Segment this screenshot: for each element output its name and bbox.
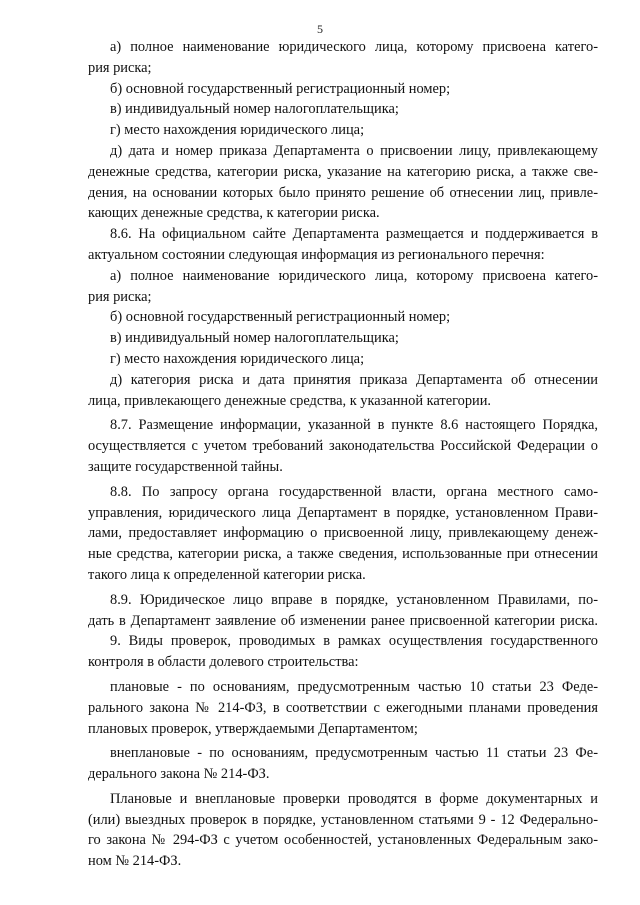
text-line: плановые - по основаниям, предусмотренным частью 10 статьи 23 Феде- xyxy=(110,678,598,695)
text-line: ные средства, категории риска, а также сведения, использованные при отнесении xyxy=(88,546,598,563)
text-line: д) категория риска и дата принятия приказа Департамента об отнесении xyxy=(110,371,598,388)
text-line: управления, юридического лица Департамент в порядке, установленном Прави- xyxy=(88,504,598,521)
text-line: рального закона № 214-ФЗ, в соответствии с ежегодными планами проведения xyxy=(88,699,598,716)
text-line: рия риска; xyxy=(88,59,152,76)
text-line: 8.9. Юридическое лицо вправе в порядке, установленном Правилами, по- xyxy=(110,591,598,608)
text-line: б) основной государственный регистрационный номер; xyxy=(110,309,451,326)
text-line: б) основной государственный регистрационный номер; xyxy=(110,80,451,97)
text-line: 8.6. На официальном сайте Департамента размещается и поддерживается в xyxy=(110,226,598,243)
text-line: внеплановые - по основаниям, предусмотренным частью 11 статьи 23 Фе- xyxy=(110,745,598,762)
text-line: такого лица к определенной категории риска. xyxy=(88,566,366,583)
text-line: дерального закона № 214-ФЗ. xyxy=(88,766,270,783)
text-line: в) индивидуальный номер налогоплательщика; xyxy=(110,330,399,347)
text-line: (или) выездных проверок в порядке, установленном статьями 9 - 12 Федерально- xyxy=(88,811,598,828)
text-line: защите государственной тайны. xyxy=(88,458,283,475)
text-line: кающих денежные средства, к категории риска. xyxy=(88,205,380,222)
text-line: д) дата и номер приказа Департамента о присвоении лицу, привлекающему xyxy=(110,142,598,159)
document-body xyxy=(88,37,598,872)
text-line: дать в Департамент заявление об изменении ранее присвоенной категории риска. xyxy=(88,612,598,629)
text-line: лами, предоставляет информацию о присвоенной лицу, привлекающему денеж- xyxy=(88,525,598,542)
page-number: 5 xyxy=(317,22,323,36)
text-line: лица, привлекающего денежные средства, к указанной категории. xyxy=(88,392,492,409)
text-line: контроля в области долевого строительства: xyxy=(88,654,359,671)
text-line: г) место нахождения юридического лица; xyxy=(110,350,365,367)
text-line: г) место нахождения юридического лица; xyxy=(110,122,365,139)
text-line: а) полное наименование юридического лица, которому присвоена катего- xyxy=(110,39,598,55)
text-line: актуальном состоянии следующая информация из регионального перечня: xyxy=(88,246,545,263)
text-line: го закона № 294-ФЗ с учетом особенностей, установленных Федеральным зако- xyxy=(88,832,598,849)
text-line: ном № 214-ФЗ. xyxy=(88,853,182,870)
text-line: Плановые и внеплановые проверки проводятся в форме документарных и xyxy=(110,790,598,807)
text-line: денежные средства, категории риска, указание на категорию риска, а также све- xyxy=(88,163,598,180)
text-line: дения, на основании которых было принято решение об отнесении лиц, привле- xyxy=(88,184,598,201)
text-line: 8.8. По запросу органа государственной власти, органа местного само- xyxy=(110,483,598,500)
text-line: плановых проверок, утверждаемыми Департаментом; xyxy=(88,720,418,737)
text-line: в) индивидуальный номер налогоплательщика; xyxy=(110,101,399,118)
text-line: 9. Виды проверок, проводимых в рамках осуществления государственного xyxy=(110,633,598,650)
text-line: осуществляется с учетом требований законодательства Российской Федерации о xyxy=(88,438,598,455)
text-line: рия риска; xyxy=(88,288,152,305)
text-line: а) полное наименование юридического лица, которому присвоена катего- xyxy=(110,267,598,284)
text-line: 8.7. Размещение информации, указанной в пункте 8.6 настоящего Порядка, xyxy=(110,417,598,434)
